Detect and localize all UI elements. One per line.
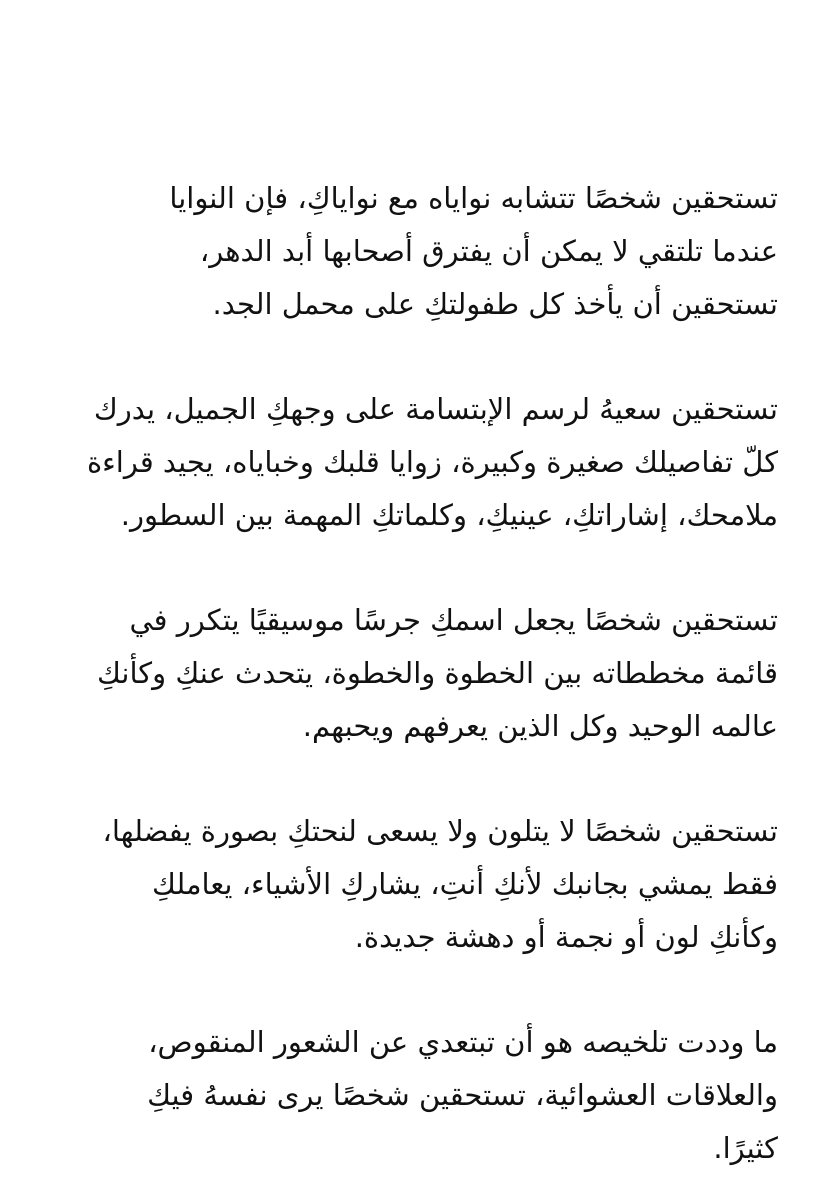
paragraph-line: قائمة مخططاته بين الخطوة والخطوة، يتحدث عنكِ وكأنكِ [96, 656, 778, 690]
paragraph-2 [62, 383, 778, 542]
paragraph-line: تستحقين شخصًا تتشابه نواياه مع نواياكِ، فإن النوايا [169, 181, 778, 215]
paragraph-3 [62, 594, 778, 753]
paragraph-line: عالمه الوحيد وكل الذين يعرفهم ويحبهم. [302, 709, 778, 743]
paragraph-line: تستحقين شخصًا لا يتلون ولا يسعى لنحتكِ بصورة يفضلها، [102, 814, 778, 848]
paragraph-line: وكأنكِ لون أو نجمة أو دهشة جديدة. [354, 920, 778, 954]
paragraph-4 [62, 805, 778, 964]
paragraph-line: تستحقين شخصًا يجعل اسمكِ جرسًا موسيقيًا يتكرر في [129, 603, 778, 637]
paragraph-line: كلّ تفاصيلك صغيرة وكبيرة، زوايا قلبك وخباياه، يجيد قراءة [86, 445, 778, 479]
paragraph-line: تستحقين سعيهُ لرسم الإبتسامة على وجهكِ الجميل، يدرك [93, 392, 778, 426]
paragraph-line: عندما تلتقي لا يمكن أن يفترق أصحابها أبد الدهر، [199, 234, 778, 268]
paragraph-line: ما وددت تلخيصه هو أن تبتعدي عن الشعور المنقوص، [148, 1025, 778, 1059]
paragraph-5 [62, 1016, 778, 1175]
paragraph-line: فقط يمشي بجانبك لأنكِ أنتِ، يشاركِ الأشياء، يعاملكِ [151, 867, 778, 901]
paragraph-line: تستحقين أن يأخذ كل طفولتكِ على محمل الجد. [212, 287, 778, 321]
paragraph-line: والعلاقات العشوائية، تستحقين شخصًا يرى نفسهُ فيكِ [147, 1078, 778, 1112]
text-body [62, 172, 778, 1175]
paragraph-line: كثيرًا. [713, 1131, 778, 1165]
paragraph-1 [62, 172, 778, 331]
paragraph-line: ملامحك، إشاراتكِ، عينيكِ، وكلماتكِ المهمة بين السطور. [120, 498, 778, 532]
